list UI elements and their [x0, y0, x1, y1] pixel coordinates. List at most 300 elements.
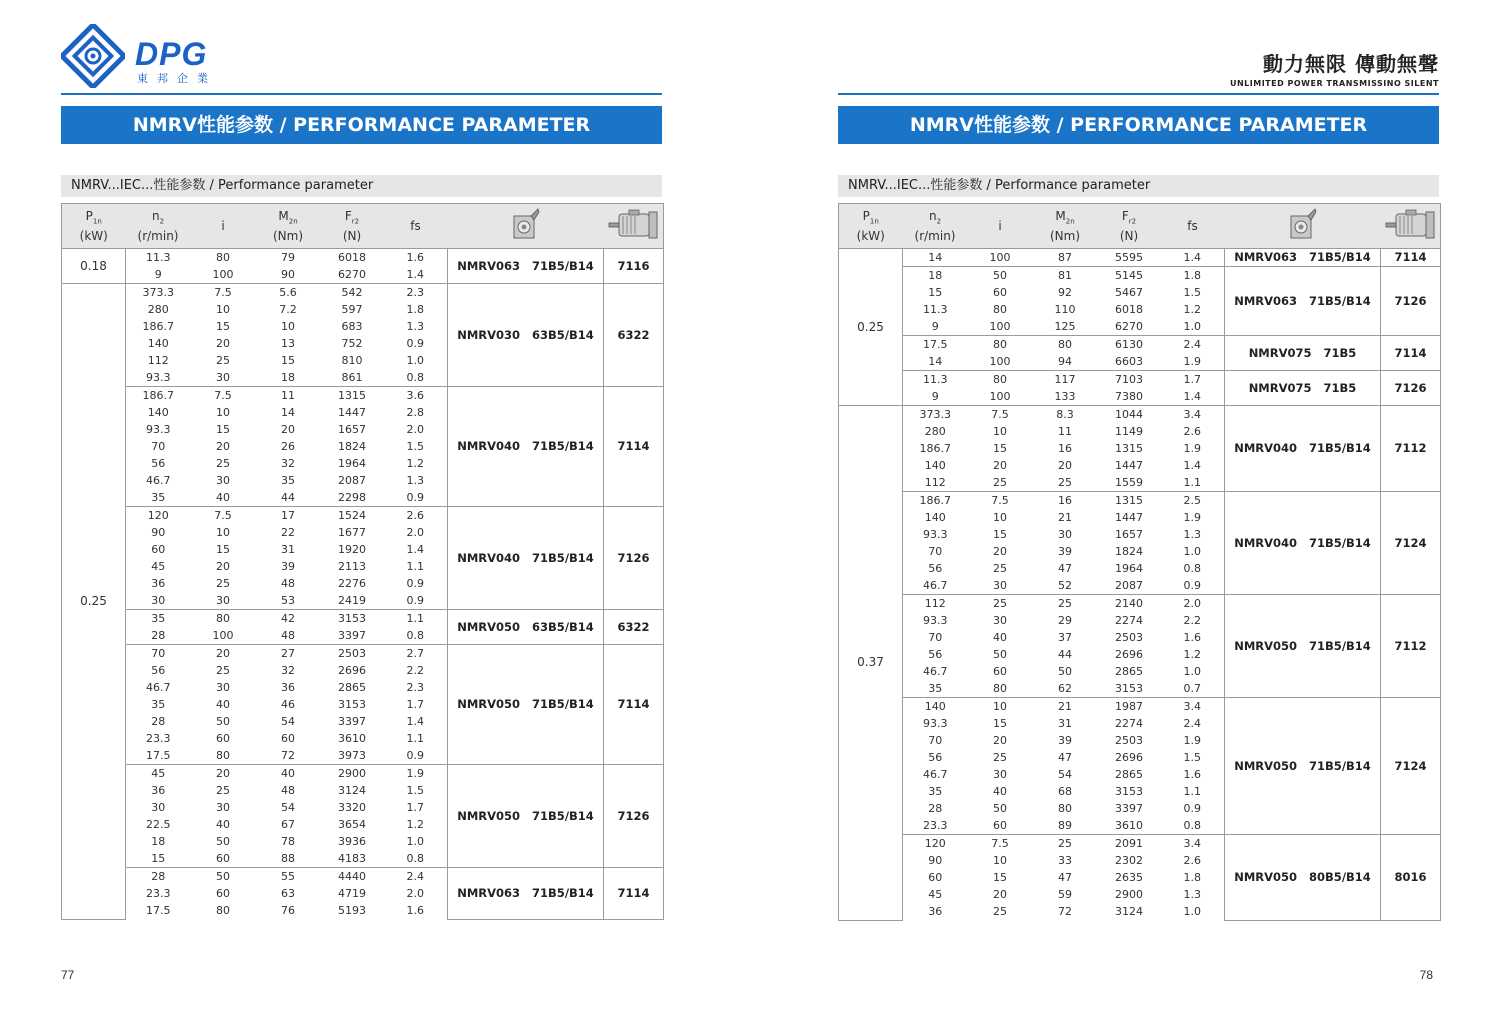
- service-factor-cell: 2.0: [384, 524, 448, 541]
- radial-load-cell: 2900: [1115, 888, 1143, 901]
- table-row: [839, 492, 1441, 510]
- torque-cell: 72: [1058, 905, 1072, 918]
- torque-cell: 21: [1058, 511, 1072, 524]
- torque-cell: 20: [281, 423, 295, 436]
- radial-load-cell: 4719: [338, 887, 366, 900]
- ratio-cell: 60: [993, 819, 1007, 832]
- ratio-cell: 80: [216, 904, 230, 917]
- service-factor-cell: 2.0: [384, 885, 448, 902]
- radial-load-cell: 6130: [1098, 336, 1161, 354]
- speed-cell: 18: [151, 835, 166, 848]
- service-factor-cell: 1.4: [1161, 388, 1225, 406]
- service-factor-cell: 2.6: [1161, 852, 1225, 869]
- ratio-cell: 25: [993, 562, 1007, 575]
- torque-cell: 11: [256, 387, 321, 405]
- motor-code-cell: 7126: [1381, 267, 1441, 336]
- speed-cell: 90: [928, 854, 943, 867]
- header-power-unit: (kW): [856, 228, 885, 243]
- header-gearbox-image: [448, 204, 604, 249]
- speed-cell: 140: [924, 511, 946, 524]
- service-factor-cell: 2.7: [384, 645, 448, 663]
- service-factor-cell: 1.6: [1161, 766, 1225, 783]
- ratio-cell: 15: [216, 543, 230, 556]
- ratio-cell: 15: [993, 528, 1007, 541]
- model-cell: NMRV040 71B5/B14: [1225, 492, 1381, 595]
- radial-load-cell: 3153: [1115, 785, 1143, 798]
- header-power-subscript: 1n: [869, 217, 879, 226]
- speed-cell: 60: [151, 543, 166, 556]
- torque-cell: 7.2: [279, 303, 297, 316]
- performance-table: [61, 203, 664, 920]
- speed-cell: 35: [928, 682, 943, 695]
- speed-cell: 373.3: [126, 284, 191, 302]
- service-factor-cell: 1.3: [1161, 886, 1225, 903]
- ratio-cell: 25: [216, 664, 230, 677]
- torque-cell: 16: [1033, 492, 1098, 510]
- table-row: [62, 249, 664, 267]
- torque-cell: 55: [256, 868, 321, 886]
- header-row: [62, 204, 664, 249]
- torque-cell: 25: [1033, 835, 1098, 853]
- header-speed-symbol: n: [151, 209, 160, 224]
- performance-table: [838, 203, 1441, 921]
- ratio-cell: 25: [216, 457, 230, 470]
- service-factor-cell: 1.2: [384, 816, 448, 833]
- ratio-cell: 20: [993, 888, 1007, 901]
- motor-code-cell: 7114: [604, 868, 664, 920]
- radial-load-cell: 2503: [321, 645, 384, 663]
- radial-load-cell: 5193: [338, 904, 366, 917]
- ratio-cell: 20: [993, 459, 1007, 472]
- torque-cell: 80: [1033, 336, 1098, 354]
- power-cell: 0.25: [839, 249, 903, 406]
- ratio-cell: 100: [212, 629, 234, 642]
- ratio-cell: 7.5: [968, 835, 1033, 853]
- ratio-cell: 80: [968, 371, 1033, 389]
- speed-cell: 93.3: [923, 614, 948, 627]
- motor-code-cell: 7112: [1381, 595, 1441, 698]
- torque-cell: 88: [281, 852, 295, 865]
- header-speed-unit: (r/min): [137, 228, 179, 243]
- radial-load-cell: 1524: [321, 507, 384, 525]
- radial-load-cell: 5145: [1098, 267, 1161, 285]
- motor-code-cell: 7126: [604, 507, 664, 610]
- ratio-cell: 10: [968, 698, 1033, 716]
- table-row: [839, 336, 1441, 354]
- header-power: [839, 204, 903, 249]
- torque-cell: 50: [1058, 665, 1072, 678]
- table-row: [839, 249, 1441, 267]
- radial-load-cell: 4440: [321, 868, 384, 886]
- service-factor-cell: 0.9: [384, 489, 448, 507]
- header-speed-unit: (r/min): [914, 228, 956, 243]
- power-cell: 0.18: [62, 249, 126, 284]
- radial-load-cell: 6018: [1115, 303, 1143, 316]
- torque-cell: 31: [1058, 717, 1072, 730]
- ratio-cell: 7.5: [191, 387, 256, 405]
- ratio-cell: 7.5: [191, 284, 256, 302]
- header-speed: [903, 204, 968, 249]
- torque-cell: 81: [1033, 267, 1098, 285]
- header-service-factor: [384, 204, 448, 249]
- speed-cell: 140: [147, 406, 169, 419]
- service-factor-cell: 2.4: [384, 868, 448, 886]
- radial-load-cell: 2298: [338, 491, 366, 504]
- ratio-cell: 40: [216, 698, 230, 711]
- ratio-cell: 15: [993, 871, 1007, 884]
- torque-cell: 60: [281, 732, 295, 745]
- radial-load-cell: 2087: [1115, 579, 1143, 592]
- speed-cell: 35: [151, 491, 166, 504]
- service-factor-cell: 1.5: [384, 782, 448, 799]
- radial-load-cell: 683: [341, 320, 363, 333]
- service-factor-cell: 1.0: [1161, 903, 1225, 920]
- torque-cell: 42: [256, 610, 321, 628]
- torque-cell: 52: [1058, 579, 1072, 592]
- speed-cell: 17.5: [903, 336, 968, 354]
- table-row: [839, 595, 1441, 613]
- header-row: [839, 204, 1441, 249]
- page-title-banner: NMRV性能参数 / PERFORMANCE PARAMETER: [838, 106, 1439, 144]
- motor-code-cell: 7124: [1381, 698, 1441, 835]
- ratio-cell: 20: [216, 440, 230, 453]
- torque-cell: 20: [1058, 459, 1072, 472]
- speed-cell: 112: [903, 595, 968, 613]
- radial-load-cell: 2302: [1115, 854, 1143, 867]
- speed-cell: 18: [903, 267, 968, 285]
- motor-code-cell: 7126: [1381, 371, 1441, 406]
- header-power-subscript: 1n: [92, 217, 102, 226]
- service-factor-cell: 1.4: [384, 266, 448, 284]
- ratio-cell: 15: [216, 423, 230, 436]
- speed-cell: 93.3: [923, 528, 948, 541]
- header-radial-load: [321, 204, 384, 249]
- service-factor-cell: 1.1: [384, 610, 448, 628]
- model-cell: NMRV050 71B5/B14: [448, 765, 604, 868]
- speed-cell: 28: [126, 868, 191, 886]
- radial-load-cell: 2276: [338, 577, 366, 590]
- ratio-cell: 60: [216, 732, 230, 745]
- service-factor-cell: 0.9: [384, 575, 448, 592]
- torque-cell: 54: [281, 715, 295, 728]
- speed-cell: 17.5: [146, 904, 171, 917]
- radial-load-cell: 1920: [338, 543, 366, 556]
- ratio-cell: 80: [993, 682, 1007, 695]
- torque-cell: 47: [1058, 562, 1072, 575]
- ratio-cell: 10: [993, 425, 1007, 438]
- torque-cell: 13: [281, 337, 295, 350]
- speed-cell: 70: [151, 440, 166, 453]
- speed-cell: 14: [928, 355, 943, 368]
- radial-load-cell: 2503: [1115, 734, 1143, 747]
- service-factor-cell: 0.9: [384, 747, 448, 765]
- service-factor-cell: 2.5: [1161, 492, 1225, 510]
- service-factor-cell: 1.7: [384, 799, 448, 816]
- header-radial-load-unit: (N): [1119, 228, 1139, 243]
- torque-cell: 44: [1058, 648, 1072, 661]
- speed-cell: 30: [151, 594, 166, 607]
- speed-cell: 15: [928, 286, 943, 299]
- service-factor-cell: 1.1: [1161, 783, 1225, 800]
- torque-cell: 40: [256, 765, 321, 783]
- service-factor-cell: 1.3: [384, 318, 448, 335]
- torque-cell: 27: [256, 645, 321, 663]
- table-row: [839, 406, 1441, 424]
- speed-cell: 14: [903, 249, 968, 267]
- speed-cell: 22.5: [146, 818, 171, 831]
- torque-cell: 68: [1058, 785, 1072, 798]
- header-radial-load-symbol: F: [1121, 209, 1129, 224]
- service-factor-cell: 1.1: [384, 558, 448, 575]
- torque-cell: 46: [281, 698, 295, 711]
- service-factor-cell: 1.0: [1161, 318, 1225, 336]
- ratio-cell: 30: [993, 579, 1007, 592]
- service-factor-cell: 2.4: [1161, 715, 1225, 732]
- speed-cell: 56: [151, 457, 166, 470]
- header-torque: [256, 204, 321, 249]
- torque-cell: 53: [281, 594, 295, 607]
- ratio-cell: 25: [216, 354, 230, 367]
- model-cell: NMRV063 71B5/B14: [448, 868, 604, 920]
- radial-load-cell: 3397: [338, 629, 366, 642]
- radial-load-cell: 3654: [338, 818, 366, 831]
- motor-code-cell: 7114: [1381, 336, 1441, 371]
- model-cell: NMRV040 71B5/B14: [448, 387, 604, 507]
- service-factor-cell: 1.9: [1161, 353, 1225, 371]
- header-rule: [61, 93, 662, 95]
- ratio-cell: 50: [993, 648, 1007, 661]
- service-factor-cell: 0.8: [1161, 817, 1225, 835]
- speed-cell: 280: [924, 425, 946, 438]
- torque-cell: 125: [1054, 320, 1076, 333]
- service-factor-cell: 1.8: [384, 301, 448, 318]
- torque-cell: 79: [256, 249, 321, 267]
- service-factor-cell: 1.0: [384, 833, 448, 850]
- ratio-cell: 40: [216, 818, 230, 831]
- service-factor-cell: 1.3: [1161, 526, 1225, 543]
- motor-code-cell: 7116: [604, 249, 664, 284]
- ratio-cell: 100: [968, 249, 1033, 267]
- radial-load-cell: 1987: [1098, 698, 1161, 716]
- ratio-cell: 60: [216, 852, 230, 865]
- service-factor-cell: 1.2: [1161, 646, 1225, 663]
- speed-cell: 70: [928, 631, 943, 644]
- radial-load-cell: 2087: [338, 474, 366, 487]
- radial-load-cell: 3153: [321, 610, 384, 628]
- service-factor-cell: 3.4: [1161, 698, 1225, 716]
- speed-cell: 93.3: [923, 717, 948, 730]
- radial-load-cell: 1315: [321, 387, 384, 405]
- speed-cell: 30: [151, 801, 166, 814]
- radial-load-cell: 2696: [338, 664, 366, 677]
- torque-cell: 48: [281, 784, 295, 797]
- company-logo: [61, 24, 251, 88]
- service-factor-cell: 2.8: [384, 404, 448, 421]
- service-factor-cell: 3.4: [1161, 835, 1225, 853]
- radial-load-cell: 1315: [1098, 492, 1161, 510]
- header-service-factor-symbol: fs: [1187, 219, 1198, 233]
- torque-cell: 32: [281, 664, 295, 677]
- torque-cell: 5.6: [256, 284, 321, 302]
- service-factor-cell: 1.9: [1161, 732, 1225, 749]
- right-page: [838, 0, 1439, 1025]
- speed-cell: 140: [147, 337, 169, 350]
- radial-load-cell: 597: [341, 303, 363, 316]
- radial-load-cell: 752: [341, 337, 363, 350]
- speed-cell: 373.3: [903, 406, 968, 424]
- torque-cell: 17: [256, 507, 321, 525]
- ratio-cell: 7.5: [191, 507, 256, 525]
- service-factor-cell: 2.6: [1161, 423, 1225, 440]
- ratio-cell: 10: [993, 854, 1007, 867]
- radial-load-cell: 6018: [321, 249, 384, 267]
- radial-load-cell: 4183: [338, 852, 366, 865]
- torque-cell: 25: [1033, 595, 1098, 613]
- torque-cell: 44: [281, 491, 295, 504]
- radial-load-cell: 2865: [1115, 768, 1143, 781]
- torque-cell: 48: [281, 629, 295, 642]
- speed-cell: 36: [151, 577, 166, 590]
- torque-cell: 16: [1058, 442, 1072, 455]
- service-factor-cell: 1.7: [1161, 371, 1225, 389]
- radial-load-cell: 3610: [1115, 819, 1143, 832]
- header-gearbox-image: [1225, 204, 1381, 249]
- header-radial-load-unit: (N): [342, 228, 362, 243]
- ratio-cell: 50: [191, 868, 256, 886]
- radial-load-cell: 3936: [338, 835, 366, 848]
- service-factor-cell: 0.9: [384, 335, 448, 352]
- radial-load-cell: 6270: [338, 268, 366, 281]
- ratio-cell: 10: [216, 406, 230, 419]
- service-factor-cell: 2.3: [384, 284, 448, 302]
- radial-load-cell: 2274: [1115, 614, 1143, 627]
- service-factor-cell: 1.9: [1161, 509, 1225, 526]
- radial-load-cell: 2140: [1098, 595, 1161, 613]
- radial-load-cell: 861: [341, 371, 363, 384]
- radial-load-cell: 2696: [1115, 751, 1143, 764]
- left-page: [61, 0, 662, 1025]
- service-factor-cell: 1.4: [384, 713, 448, 730]
- gearbox-icon: [1288, 208, 1318, 242]
- service-factor-cell: 1.9: [1161, 440, 1225, 457]
- speed-cell: 45: [126, 765, 191, 783]
- page-number: 78: [1419, 968, 1433, 982]
- ratio-cell: 80: [216, 749, 230, 762]
- table-row: [62, 868, 664, 886]
- speed-cell: 280: [147, 303, 169, 316]
- ratio-cell: 15: [993, 442, 1007, 455]
- service-factor-cell: 2.2: [384, 662, 448, 679]
- torque-cell: 8.3: [1033, 406, 1098, 424]
- torque-cell: 54: [1058, 768, 1072, 781]
- speed-cell: 112: [924, 476, 946, 489]
- speed-cell: 90: [151, 526, 166, 539]
- header-torque-unit: (Nm): [272, 228, 304, 243]
- ratio-cell: 25: [968, 595, 1033, 613]
- speed-cell: 28: [151, 715, 166, 728]
- ratio-cell: 30: [216, 801, 230, 814]
- speed-cell: 9: [154, 268, 162, 281]
- torque-cell: 54: [281, 801, 295, 814]
- radial-load-cell: 1447: [338, 406, 366, 419]
- ratio-cell: 60: [993, 286, 1007, 299]
- service-factor-cell: 2.6: [384, 507, 448, 525]
- speed-cell: 11.3: [903, 371, 968, 389]
- speed-cell: 186.7: [903, 492, 968, 510]
- speed-cell: 9: [931, 320, 939, 333]
- radial-load-cell: 5595: [1098, 249, 1161, 267]
- torque-cell: 67: [281, 818, 295, 831]
- power-cell: 0.37: [839, 406, 903, 921]
- slogan: [1230, 48, 1439, 88]
- motor-code-cell: 7114: [604, 387, 664, 507]
- service-factor-cell: 1.4: [1161, 249, 1225, 267]
- radial-load-cell: 2503: [1115, 631, 1143, 644]
- torque-cell: 32: [281, 457, 295, 470]
- service-factor-cell: 1.3: [384, 472, 448, 489]
- model-cell: NMRV075 71B5: [1225, 371, 1381, 406]
- service-factor-cell: 1.4: [384, 541, 448, 558]
- header-motor-image: [1381, 204, 1441, 249]
- ratio-cell: 40: [993, 785, 1007, 798]
- page-title-banner: NMRV性能参数 / PERFORMANCE PARAMETER: [61, 106, 662, 144]
- header-torque-subscript: 2n: [288, 217, 298, 226]
- service-factor-cell: 1.6: [1161, 629, 1225, 646]
- speed-cell: 56: [151, 664, 166, 677]
- torque-cell: 92: [1058, 286, 1072, 299]
- logo-wordmark: DPG: [135, 36, 208, 72]
- speed-cell: 35: [126, 610, 191, 628]
- torque-cell: 80: [1058, 802, 1072, 815]
- motor-code-cell: 7126: [604, 765, 664, 868]
- header-torque: [1033, 204, 1098, 249]
- torque-cell: 90: [281, 268, 295, 281]
- service-factor-cell: 1.8: [1161, 267, 1225, 285]
- header-torque-unit: (Nm): [1049, 228, 1081, 243]
- ratio-cell: 10: [216, 526, 230, 539]
- ratio-cell: 50: [993, 802, 1007, 815]
- motor-code-cell: 6322: [604, 610, 664, 645]
- service-factor-cell: 3.6: [384, 387, 448, 405]
- radial-load-cell: 3124: [338, 784, 366, 797]
- model-cell: NMRV063 71B5/B14: [1225, 249, 1381, 267]
- service-factor-cell: 2.0: [1161, 595, 1225, 613]
- header-speed-subscript: 2: [159, 217, 165, 226]
- ratio-cell: 80: [993, 303, 1007, 316]
- header-power-unit: (kW): [79, 228, 108, 243]
- ratio-cell: 80: [191, 610, 256, 628]
- slogan-chinese: 動力無限 傳動無聲: [1263, 52, 1439, 76]
- torque-cell: 39: [1058, 734, 1072, 747]
- speed-cell: 56: [928, 562, 943, 575]
- radial-load-cell: 2635: [1115, 871, 1143, 884]
- speed-cell: 28: [928, 802, 943, 815]
- ratio-cell: 50: [216, 835, 230, 848]
- radial-load-cell: 3397: [338, 715, 366, 728]
- speed-cell: 46.7: [146, 681, 171, 694]
- service-factor-cell: 3.4: [1161, 406, 1225, 424]
- motor-code-cell: 7114: [1381, 249, 1441, 267]
- speed-cell: 46.7: [923, 768, 948, 781]
- speed-cell: 28: [151, 629, 166, 642]
- header-torque-symbol: M: [1055, 209, 1066, 224]
- service-factor-cell: 1.1: [384, 730, 448, 747]
- ratio-cell: 10: [216, 303, 230, 316]
- ratio-cell: 50: [216, 715, 230, 728]
- ratio-cell: 20: [216, 560, 230, 573]
- ratio-cell: 80: [191, 249, 256, 267]
- radial-load-cell: 1447: [1115, 459, 1143, 472]
